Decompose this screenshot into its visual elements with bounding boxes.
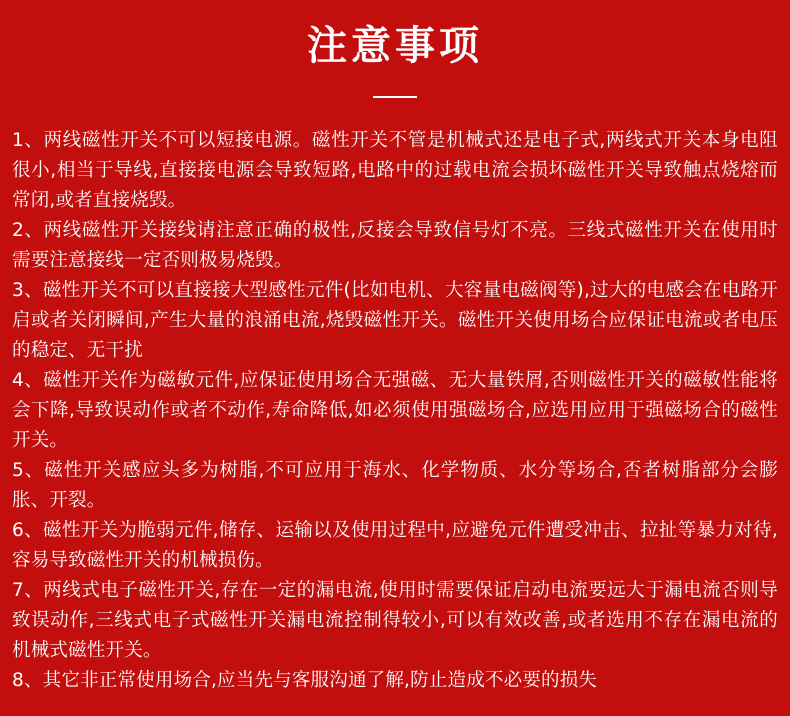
note-item-4: 4、磁性开关作为磁敏元件,应保证使用场合无强磁、无大量铁屑,否则磁性开关的磁敏性能将会下降,导致误动作或者不动作,寿命降低,如必须使用强磁场合,应选用应用于强磁场合的磁性开关。 xyxy=(12,370,778,451)
note-item-7: 7、两线式电子磁性开关,存在一定的漏电流,使用时需要保证启动电流要远大于漏电流否则导致误动作,三线式电子式磁性开关漏电流控制得较小,可以有效改善,或者选用不存在漏电流的机械式磁性开关。 xyxy=(12,580,778,661)
note-item-1: 1、两线磁性开关不可以短接电源。磁性开关不管是机械式还是电子式,两线式开关本身电阻很小,相当于导线,直接接电源会导致短路,电路中的过载电流会损坏磁性开关导致触点烧熔而常闭,或者直接烧毁。 xyxy=(12,130,778,211)
notes-list xyxy=(12,126,778,696)
title-divider xyxy=(373,96,417,98)
note-item-2: 2、两线磁性开关接线请注意正确的极性,反接会导致信号灯不亮。三线式磁性开关在使用时需要注意接线一定否则极易烧毁。 xyxy=(12,220,778,271)
note-item-5: 5、磁性开关感应头多为树脂,不可应用于海水、化学物质、水分等场合,否者树脂部分会膨胀、开裂。 xyxy=(12,460,778,511)
note-item-8: 8、其它非正常使用场合,应当先与客服沟通了解,防止造成不必要的损失 xyxy=(12,670,598,691)
note-item-3: 3、磁性开关不可以直接接大型感性元件(比如电机、大容量电磁阀等),过大的电感会在电路开启或者关闭瞬间,产生大量的浪涌电流,烧毁磁性开关。磁性开关使用场合应保证电流或者电压的稳定、无干扰 xyxy=(12,280,778,361)
note-item-6: 6、磁性开关为脆弱元件,储存、运输以及使用过程中,应避免元件遭受冲击、拉扯等暴力对待,容易导致磁性开关的机械损伤。 xyxy=(12,520,778,571)
page-title: 注意事项 xyxy=(307,23,483,69)
